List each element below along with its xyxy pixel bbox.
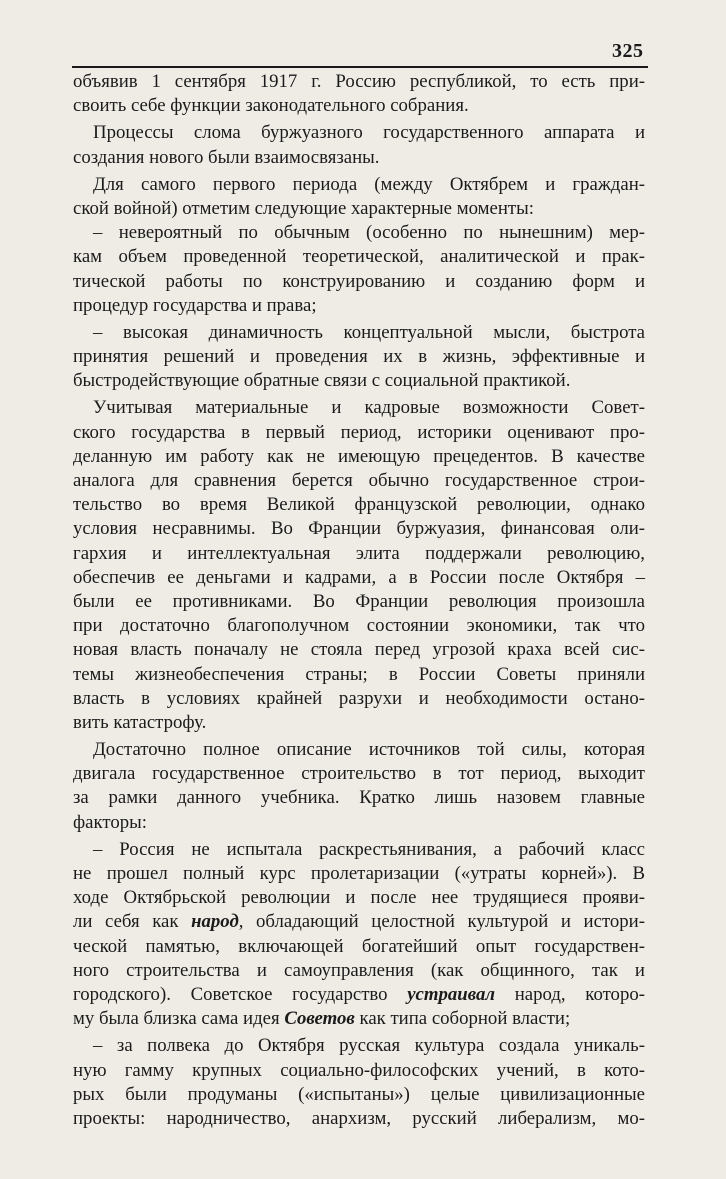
text-line: ную гамму крупных социально-философских учений, в кото- — [73, 1059, 645, 1081]
text-line: ного строительства и самоуправления (как общинного, так и — [73, 959, 645, 981]
text-line: деланную им работу как не имеющую прецедентов. В качестве — [73, 445, 645, 467]
text-segment: народ, которо- — [495, 983, 645, 1005]
text-line: были ее противниками. Во Франции революция произошла — [73, 590, 645, 612]
text-line: тельство во время Великой французской революции, однако — [73, 494, 645, 516]
text-line: двигала государственное строительство в тот период, выходит — [73, 763, 645, 785]
text-line: создания нового были взаимосвязаны. — [73, 146, 380, 168]
text-line: рых были продуманы («испытаны») целые цивилизационные — [73, 1083, 645, 1105]
emphasis-text: устраивал — [407, 983, 496, 1005]
text-segment: , обладающий целостной культурой и истори- — [238, 911, 645, 933]
text-line: Для самого первого периода (между Октябрем и граждан- — [93, 173, 645, 195]
text-segment: му была близка сама идея — [73, 1008, 285, 1030]
text-line: Достаточно полное описание источников той силы, которая — [93, 739, 645, 761]
text-line: – Россия не испытала раскрестьянивания, а рабочий класс — [93, 838, 645, 860]
text-line: ской войной) отметим следующие характерные моменты: — [73, 197, 534, 219]
text-segment: ли себя как — [73, 911, 192, 933]
text-line: принятия решений и проведения их в жизнь, эффективные и — [73, 346, 645, 368]
text-line: ходе Октябрьской революции и после нее трудящиеся прояви- — [73, 887, 645, 909]
text-line: вить катастрофу. — [73, 711, 207, 733]
page-number: 325 — [612, 40, 644, 62]
text-line: власть в условиях крайней разрухи и необходимости остано- — [73, 687, 645, 709]
text-line: кам объем проведенной теоретической, аналитической и прак- — [73, 246, 645, 268]
text-line: тической работы по конструированию и созданию форм и — [73, 270, 645, 292]
text-line: – невероятный по обычным (особенно по нынешним) мер- — [93, 222, 645, 244]
text-line: своить себе функции законодательного собрания. — [73, 95, 469, 117]
text-line: факторы: — [73, 811, 147, 833]
emphasis-text: народ — [191, 911, 239, 933]
text-line: – высокая динамичность концептуальной мысли, быстрота — [93, 321, 645, 343]
text-line: темы жизнеобеспечения страны; в России Советы приняли — [73, 663, 645, 685]
text-line: за рамки данного учебника. Кратко лишь назовем главные — [73, 787, 645, 809]
text-segment: городского). Советское государство — [73, 983, 408, 1005]
text-line: не прошел полный курс пролетаризации («утраты корней»). В — [73, 863, 645, 884]
header-rule — [72, 66, 648, 68]
text-line: – за полвека до Октября русская культура создала уникаль- — [93, 1035, 645, 1057]
text-line — [73, 910, 645, 934]
text-line: обеспечив ее деньгами и кадрами, а в России после Октября – — [73, 566, 645, 588]
text-line — [73, 983, 645, 1007]
text-segment: как типа соборной власти; — [354, 1008, 571, 1030]
text-line: условия несравнимы. Во Франции буржуазия, финансовая оли- — [73, 518, 645, 540]
text-line: аналога для сравнения берется обычно государственное строи- — [73, 470, 645, 491]
text-line: при достаточно благополучном состоянии экономики, так что — [73, 615, 645, 637]
emphasis-text: Советов — [284, 1008, 355, 1030]
text-line — [73, 1007, 645, 1031]
text-line: Учитывая материальные и кадровые возможности Совет- — [93, 397, 645, 419]
text-line: процедур государства и права; — [73, 294, 317, 316]
text-line: ческой памятью, включающей богатейший опыт государствен- — [73, 935, 645, 957]
text-line: ского государства в первый период, историки оценивают про- — [73, 421, 645, 443]
text-line: гархия и интеллектуальная элита поддержали революцию, — [73, 542, 645, 564]
body-text — [73, 70, 645, 1131]
text-line: объявив 1 сентября 1917 г. Россию республикой, то есть при- — [73, 71, 645, 92]
text-line: быстродействующие обратные связи с социальной практикой. — [73, 370, 571, 392]
text-line: проекты: народничество, анархизм, русский либерализм, мо- — [73, 1107, 645, 1129]
text-line: Процессы слома буржуазного государственного аппарата и — [93, 122, 645, 144]
text-line: новая власть поначалу не стояла перед угрозой краха всей сис- — [73, 639, 645, 661]
